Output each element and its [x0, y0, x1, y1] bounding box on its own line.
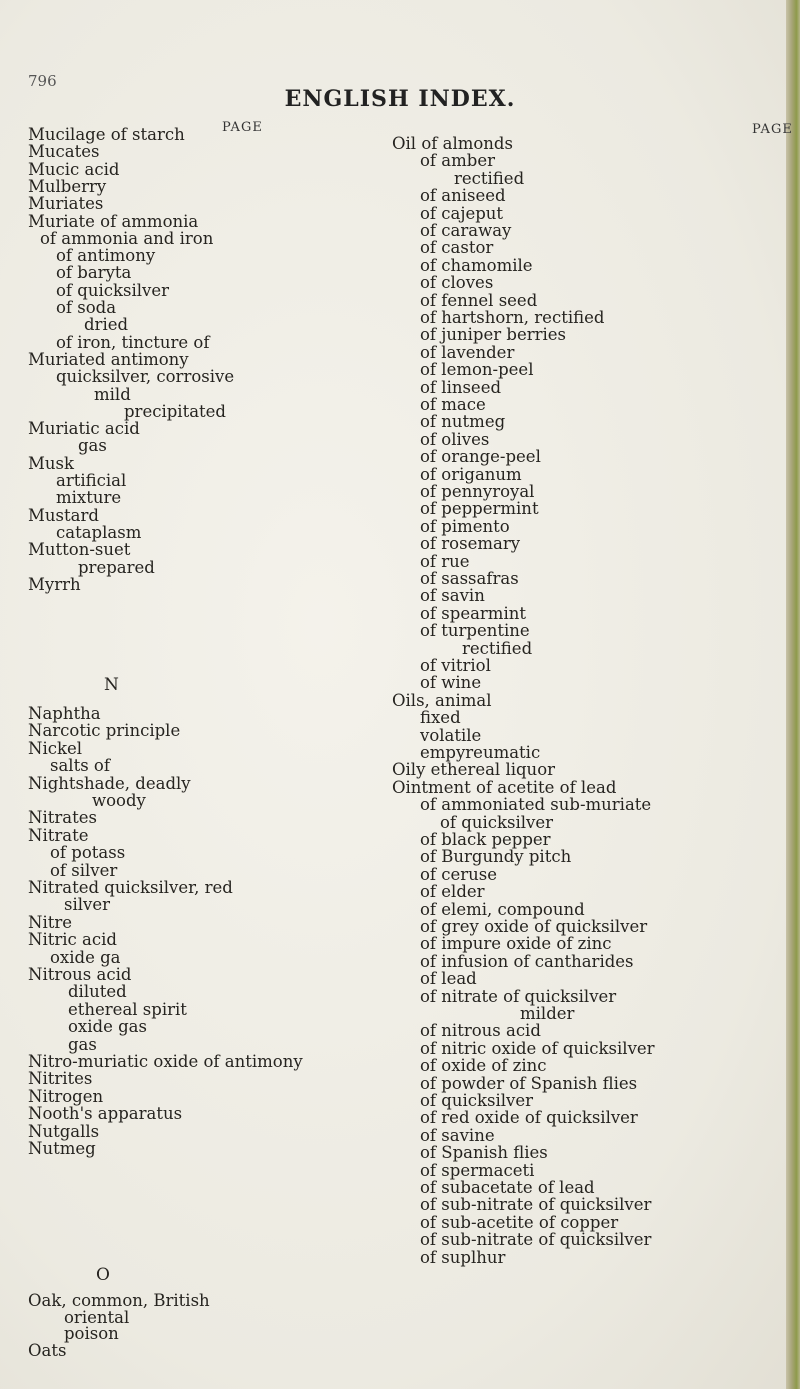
o-entry-text: Oats — [28, 1340, 67, 1360]
right-entry-text: of cajeput — [420, 203, 504, 223]
right-entry-text: of Burgundy pitch — [420, 847, 572, 867]
right-entry-text: of impure oxide of zinc — [420, 934, 612, 954]
left-entry-text: cataplasm — [56, 522, 142, 542]
left-entry-text: of baryta — [56, 263, 132, 283]
o-entry-text: poison — [64, 1324, 119, 1343]
n-entry-text: Nitrous acid — [28, 965, 132, 984]
right-entry-text: of spearmint — [420, 603, 526, 623]
left-entry-text: Myrrh — [28, 574, 81, 594]
n-entry-text: gas — [68, 1034, 97, 1054]
n-entry-text: Nightshade, deadly — [28, 773, 191, 793]
right-entry-text: of sub-nitrate of quicksilver — [420, 1195, 652, 1215]
right-entry-text: Oil of almonds — [392, 134, 513, 153]
right-entry-text: of aniseed — [420, 186, 506, 206]
n-entry-text: Nitro-muriatic oxide of antimony — [28, 1052, 303, 1071]
right-entry-text: of ceruse — [420, 864, 498, 884]
right-entry-text: of pimento — [420, 516, 510, 536]
n-entry-text: of potass — [50, 843, 126, 863]
right-entry-text: of castor — [420, 238, 494, 258]
section-letter-o: O — [96, 1265, 110, 1285]
n-entry-text: Nutgalls — [28, 1121, 100, 1141]
right-entry-text: of lavender — [420, 342, 515, 362]
n-entry-text: Nitric acid — [28, 930, 117, 950]
right-entry-text: of vitriol — [420, 656, 491, 675]
right-entry-text: of pennyroyal — [420, 482, 535, 501]
right-entry-text: of orange-peel — [420, 447, 541, 467]
n-entry-text: woody — [92, 791, 146, 810]
right-entry-text: of suplhur — [420, 1247, 506, 1267]
right-entry-text: of nitrate of quicksilver — [420, 986, 617, 1006]
left-entry-text: of ammonia and iron — [40, 228, 214, 248]
n-entry-text: oxide gas — [68, 1017, 147, 1037]
right-entry-text: of wine — [420, 673, 482, 693]
right-entry-text: of nutmeg — [420, 412, 506, 432]
right-entry-text: rectified — [462, 638, 533, 658]
o-entry-text: Oak, common, British — [28, 1291, 210, 1310]
right-entry-text: of red oxide of quicksilver — [420, 1108, 638, 1128]
left-entry-text: of soda — [56, 298, 117, 317]
left-entry-text: prepared — [78, 557, 155, 577]
n-entry-text: Nickel — [28, 738, 82, 758]
n-entry-text: diluted — [68, 982, 127, 1002]
right-entry-text: of amber — [420, 151, 495, 171]
n-entry-text: Nitre — [28, 912, 72, 932]
right-entry-text: of olives — [420, 429, 490, 449]
left-entry-text: mixture — [56, 488, 122, 508]
n-entry-text: Naphtha — [28, 704, 101, 723]
right-entry-text: of caraway — [420, 221, 512, 240]
right-entry-text: of infusion of cantharides — [420, 951, 634, 971]
right-entry-text: of chamomile — [420, 255, 533, 275]
right-entry-text: of rue — [420, 551, 470, 571]
right-entry-text: of turpentine — [420, 621, 530, 641]
n-entry-text: ethereal spirit — [68, 999, 187, 1019]
right-entry-text: of lead — [420, 969, 477, 989]
right-entry-text: milder — [520, 1004, 575, 1023]
right-entry-text: of fennel seed — [420, 290, 538, 310]
running-header: ENGLISH INDEX. — [284, 86, 516, 112]
left-entry-text: quicksilver, corrosive — [56, 367, 235, 387]
right-entry-text: of sub-acetite of copper — [420, 1212, 619, 1232]
left-entry-text: Muriatic acid — [28, 419, 140, 439]
n-entry-text: Narcotic principle — [28, 721, 181, 741]
right-entry-text: of rosemary — [420, 534, 521, 554]
right-entry-text: volatile — [420, 725, 482, 745]
right-entry-text: of linseed — [420, 377, 502, 397]
right-entry-text: of savine — [420, 1125, 495, 1145]
n-entry-text: of silver — [50, 860, 118, 880]
right-entry-text: of sub-nitrate of quicksilver — [420, 1230, 652, 1250]
right-entry-text: of elemi, compound — [420, 899, 585, 919]
right-entry-text: of powder of Spanish flies — [420, 1073, 638, 1093]
right-entry-text: Ointment of acetite of lead — [392, 777, 617, 797]
left-entry-text: gas — [78, 436, 107, 456]
left-entry-text: Muriated antimony — [28, 349, 189, 369]
n-entry-text: salts of — [50, 756, 110, 776]
left-entry-text: of iron, tincture of — [56, 332, 210, 352]
right-entry-text: of ammoniated sub-muriate — [420, 795, 652, 815]
left-entry-text: precipitated — [124, 401, 226, 421]
right-entry-text: of mace — [420, 395, 486, 414]
right-entry-text: of black pepper — [420, 830, 551, 849]
left-entry-text: Mulberry — [28, 176, 107, 196]
page-edge — [786, 0, 800, 1389]
right-entry-text: of subacetate of lead — [420, 1178, 595, 1197]
right-entry-text: fixed — [420, 708, 461, 728]
right-entry-text: of quicksilver — [420, 1091, 533, 1110]
left-entry-text: Mutton-suet — [28, 540, 131, 560]
right-entry-text: of peppermint — [420, 499, 539, 519]
n-entry-text: silver — [64, 895, 110, 915]
right-entry-text: empyreumatic — [420, 743, 541, 762]
page-column-heading-right: PAGE — [752, 122, 793, 137]
right-entry-text: of elder — [420, 882, 485, 902]
left-entry-text: artificial — [56, 471, 127, 490]
left-entry-text: Muriates — [28, 194, 104, 214]
left-entry-text: Muriate of ammonia — [28, 211, 199, 231]
left-entry-text: of antimony — [56, 246, 156, 266]
right-entry-text: of sassafras — [420, 569, 519, 588]
right-entry-text: of quicksilver — [440, 812, 553, 832]
left-entry-text: dried — [84, 315, 129, 335]
n-entry-text: Nitrites — [28, 1069, 93, 1089]
n-entry-text: Nitrated quicksilver, red — [28, 878, 233, 897]
n-entry-text: Nitrate — [28, 825, 89, 845]
right-entry-text: of spermaceti — [420, 1160, 535, 1180]
left-entry-text: Mucilage of starch — [28, 125, 185, 144]
right-entry-text: of cloves — [420, 273, 494, 293]
right-entry-text: of nitric oxide of quicksilver — [420, 1038, 655, 1058]
right-entry-text: of oxide of zinc — [420, 1056, 547, 1076]
left-entry-text: Mustard — [28, 505, 99, 525]
right-entry-text: of nitrous acid — [420, 1021, 541, 1041]
right-entry-text: rectified — [454, 168, 525, 188]
n-entry-text: Nutmeg — [28, 1139, 96, 1158]
right-entry-text: of juniper berries — [420, 325, 567, 345]
right-entry-text: of grey oxide of quicksilver — [420, 917, 648, 936]
right-entry-text: of savin — [420, 586, 485, 606]
n-entry-text: Nooth's apparatus — [28, 1104, 183, 1124]
n-entry-text: Nitrates — [28, 808, 97, 828]
n-entry-text: oxide ga — [50, 947, 121, 967]
right-entry-text: of hartshorn, rectified — [420, 308, 605, 327]
left-entry-text: Mucates — [28, 142, 100, 162]
left-entry-text: of quicksilver — [56, 280, 169, 300]
page-number: 796 — [28, 72, 57, 90]
o-entry-text: oriental — [64, 1307, 130, 1327]
left-entry-text: Mucic acid — [28, 159, 120, 179]
right-entry-text: of Spanish flies — [420, 1143, 548, 1163]
n-entry-text: Nitrogen — [28, 1086, 104, 1106]
section-letter-n: N — [104, 675, 119, 695]
right-entry-text: Oily ethereal liquor — [392, 760, 556, 780]
right-entry-text: of lemon-peel — [420, 360, 534, 380]
left-entry-text: mild — [94, 384, 131, 404]
page-column-heading-left: PAGE — [222, 120, 263, 135]
right-entry-text: Oils, animal — [392, 690, 492, 710]
left-entry-text: Musk — [28, 453, 74, 473]
right-entry-text: of origanum — [420, 464, 522, 484]
